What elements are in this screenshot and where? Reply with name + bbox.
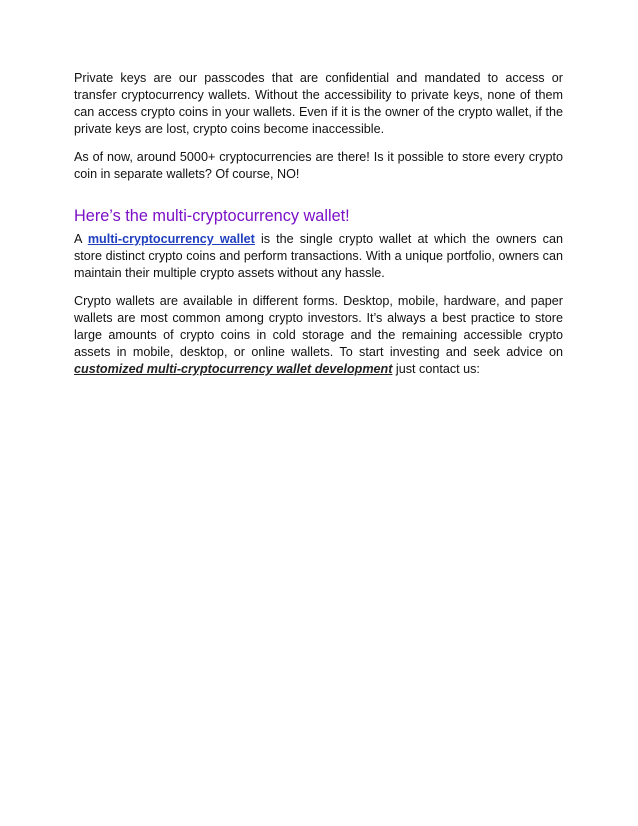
- paragraph-wallet-forms-suffix: just contact us:: [392, 362, 480, 376]
- paragraph-wallet-forms: [74, 293, 563, 378]
- multi-cryptocurrency-wallet-link[interactable]: multi-cryptocurrency wallet: [87, 232, 255, 246]
- document-page: [74, 70, 563, 389]
- paragraph-multi-wallet-suffix: is the single crypto wallet at which the owners can store distinct crypto coins and perform transactions. With a unique portfolio, owners can maintain their multiple crypto assets without any hassle.: [74, 232, 563, 280]
- section-heading: Here’s the multi-cryptocurrency wallet!: [74, 207, 350, 225]
- paragraph-private-keys: Private keys are our passcodes that are confidential and mandated to access or transfer cryptocurrency wallets. Without the accessibility to private keys, none of them can access crypto coins in your wallets. Even if it is the owner of the crypto wallet, if the private keys are lost, crypto coins become inaccessible.: [74, 71, 563, 136]
- paragraph-multi-wallet-prefix: A: [74, 232, 88, 246]
- paragraph-wallet-forms-prefix: Crypto wallets are available in different forms. Desktop, mobile, hardware, and paper wallets are most common among crypto investors. It’s always a best practice to store large amounts of crypto coins in cold storage and the remaining accessible crypto assets in mobile, desktop, or online wallets. To start investing and seek advice on: [74, 294, 563, 359]
- paragraph-multi-wallet: [74, 231, 563, 282]
- wallet-development-link[interactable]: customized multi-cryptocurrency wallet development: [74, 362, 393, 376]
- paragraph-cryptocurrency-count: As of now, around 5000+ cryptocurrencies are there! Is it possible to store every crypto coin in separate wallets? Of course, NO!: [74, 150, 563, 181]
